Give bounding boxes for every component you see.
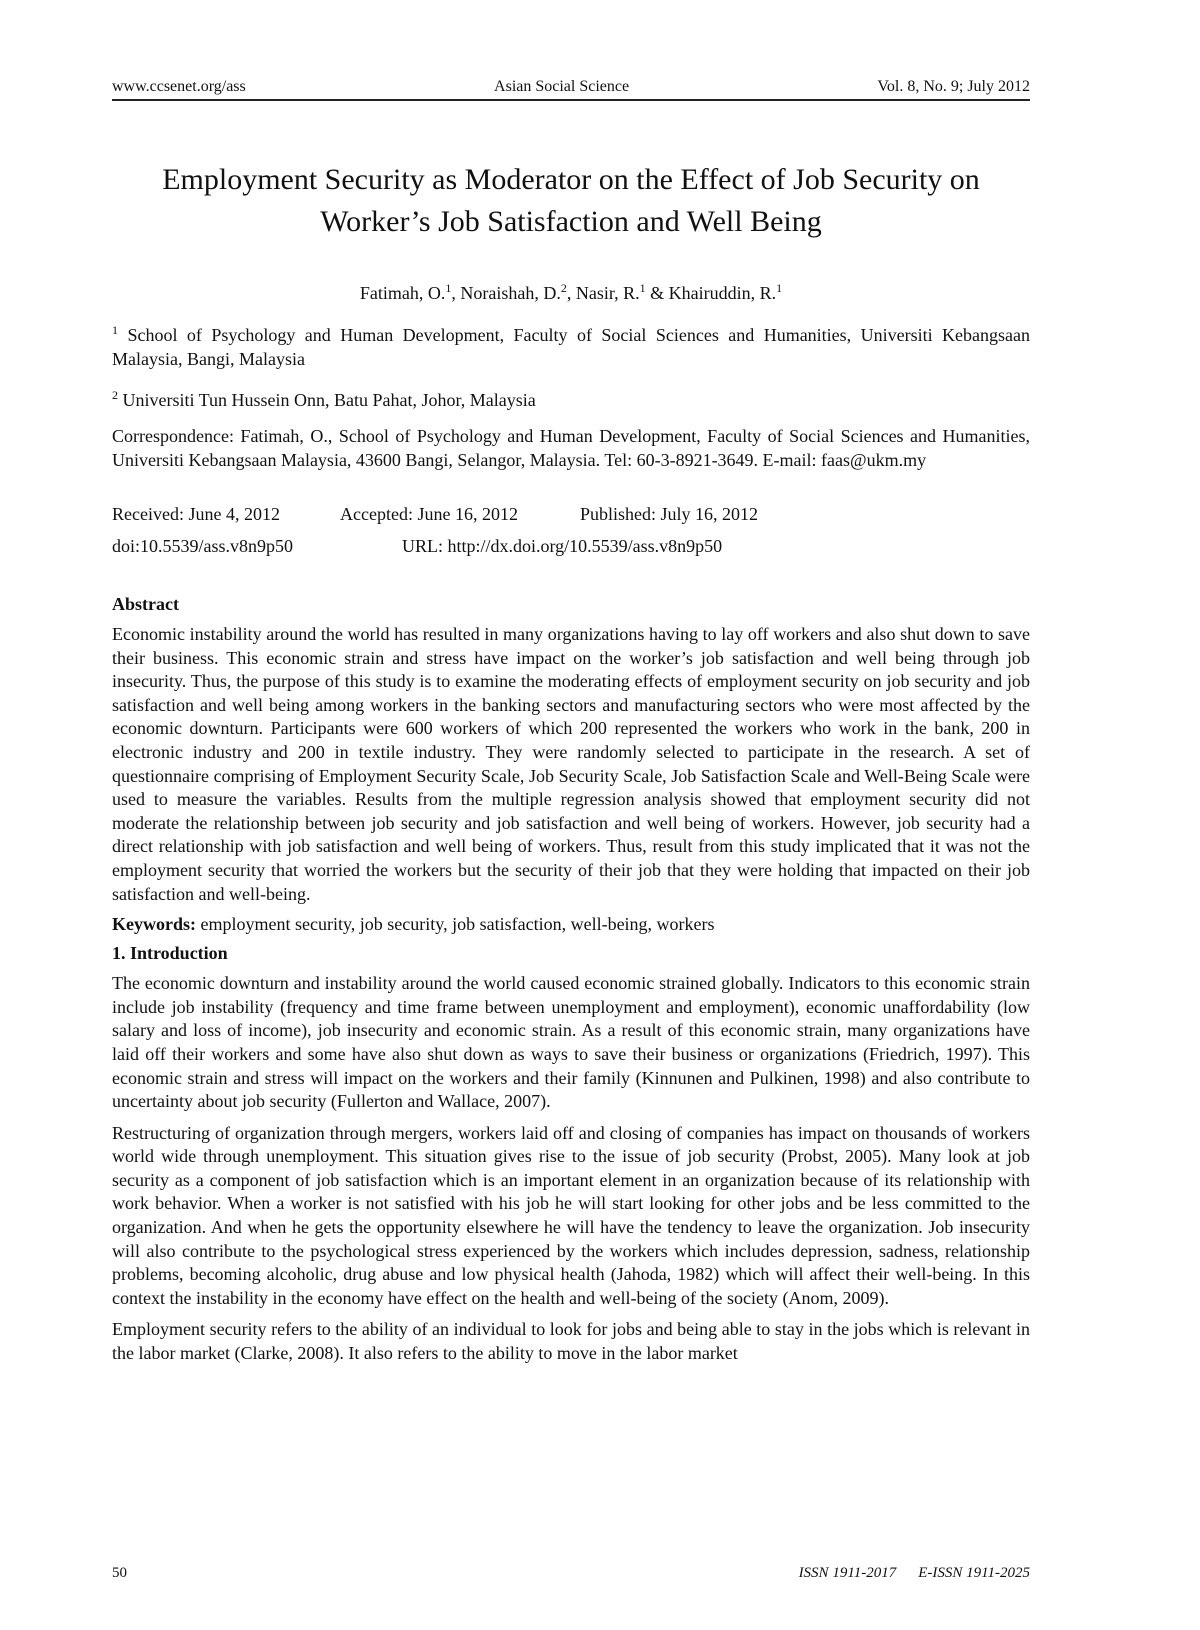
running-header xyxy=(112,78,1030,101)
received-date: Received: June 4, 2012 xyxy=(112,504,280,524)
doi: doi:10.5539/ass.v8n9p50 xyxy=(112,536,294,556)
abstract-heading: Abstract xyxy=(112,594,179,614)
page-footer xyxy=(112,1565,1030,1582)
author-separator: , xyxy=(451,283,461,303)
doi-url[interactable]: URL: http://dx.doi.org/10.5539/ass.v8n9p50 xyxy=(402,536,723,556)
issn-info xyxy=(799,1565,1030,1582)
affiliation-1 xyxy=(112,318,1030,371)
author-separator: & xyxy=(645,283,669,303)
author-separator: , xyxy=(566,283,576,303)
author-name: Nasir, R. xyxy=(575,283,640,303)
author-name: Noraishah, D. xyxy=(460,283,561,303)
page-number: 50 xyxy=(112,1565,127,1581)
author-name: Khairuddin, R. xyxy=(668,283,777,303)
eissn: E-ISSN 1911-2025 xyxy=(918,1565,1030,1581)
title-line-1: Employment Security as Moderator on the Effect of Job Security on xyxy=(162,163,980,196)
affiliation-2 xyxy=(112,383,1030,412)
keywords-label: Keywords: xyxy=(112,914,196,935)
doi-line xyxy=(112,536,1030,560)
affiliation-text: School of Psychology and Human Development, Faculty of Social Sciences and Humanities, Universiti Kebangsaan Malaysia, Bangi, Malaysia xyxy=(112,325,1031,369)
accepted-date: Accepted: June 16, 2012 xyxy=(340,504,518,524)
author-affiliation-mark: 1 xyxy=(445,281,452,295)
paragraph: Restructuring of organization through mergers, workers laid off and closing of companies has impact on thousands of workers world wide through unemployment. This situation gives rise to the issue of job security (Probst, 2005). Many look at job security as a component of job satisfaction which is an important element in an organization because of its relationship with work behavior. When a worker is not satisfied with his job he will start looking for other jobs and be less committed to the organization. And when he gets the opportunity elsewhere he will have the tendency to leave the organization. Job insecurity will also contribute to the psychological stress experienced by the workers which includes depression, sadness, relationship problems, becoming alcoholic, drug abuse and low physical health (Jahoda, 1982) which will affect their well-being. In this context the instability in the economy have effect on the health and well-being of the society (Anom, 2009). xyxy=(112,1122,1030,1308)
affiliation-number: 1 xyxy=(112,323,118,337)
author-affiliation-mark: 2 xyxy=(560,281,567,295)
affiliation-text: Universiti Tun Hussein Onn, Batu Pahat, Johor, Malaysia xyxy=(122,390,536,410)
title-line-2: Worker’s Job Satisfaction and Well Being xyxy=(320,205,822,238)
volume-info: Vol. 8, No. 9; July 2012 xyxy=(877,78,1030,95)
paragraph: Employment security refers to the ability of an individual to look for jobs and being able to stay in the jobs which is relevant in the labor market (Clarke, 2008). It also refers to the ability to move in the labor market xyxy=(112,1319,1030,1364)
author-name: Fatimah, O. xyxy=(359,283,446,303)
correspondence: Correspondence: Fatimah, O., School of Psychology and Human Development, Faculty of Social Sciences and Humanities, Universiti Kebangsaan Malaysia, 43600 Bangi, Selangor, Malaysia. Tel: 60-3-8921-3649. E-mail: faas@ukm.my xyxy=(112,426,1030,470)
keywords-text: employment security, job security, job satisfaction, well-being, workers xyxy=(200,914,715,935)
keywords xyxy=(112,914,1030,935)
article-title xyxy=(112,159,1030,243)
article-page xyxy=(112,78,1030,1366)
author-affiliation-mark: 1 xyxy=(776,281,783,295)
issn: ISSN 1911-2017 xyxy=(798,1565,897,1581)
abstract-text: Economic instability around the world has resulted in many organizations having to lay off workers and also shut down to save their business. This economic strain and stress have impact on the worker’s job satisfaction and well being through job insecurity. Thus, the purpose of this study is to examine the moderating effects of employment security on job security and job satisfaction and well being among workers in the banking sectors and manufacturing sectors who were most affected by the economic downturn. Participants were 600 workers of which 200 represented the workers who work in the bank, 200 in electronic industry and 200 in textile industry. They were randomly selected to participate in the research. A set of questionnaire comprising of Employment Security Scale, Job Security Scale, Job Satisfaction Scale and Well-Being Scale were used to measure the variables. Results from the multiple regression analysis showed that employment security did not moderate the relationship between job security and job satisfaction and well being of workers. However, job security had a direct relationship with job satisfaction and well being of workers. Thus, result from this study implicated that it was not the employment security that worried the workers but the security of their job that they were holding that impacted on their job satisfaction and well-being. xyxy=(112,624,1030,904)
author-list xyxy=(112,281,1030,304)
author-affiliation-mark: 1 xyxy=(639,281,646,295)
publication-dates xyxy=(112,504,1030,528)
introduction-heading: 1. Introduction xyxy=(112,943,228,964)
journal-url[interactable]: www.ccsenet.org/ass xyxy=(112,78,246,95)
published-date: Published: July 16, 2012 xyxy=(580,504,759,524)
paragraph: The economic downturn and instability around the world caused economic strained globally. Indicators to this economic strain include job instability (frequency and time frame between unemployment and employment), economic unaffordability (low salary and loss of income), job insecurity and economic strain. As a result of this economic strain, many organizations have laid off their workers and some have also shut down as ways to save their business or organizations (Friedrich, 1997). This economic strain and stress will impact on the workers and their family (Kinnunen and Pulkinen, 1998) and also contribute to uncertainty about job security (Fullerton and Wallace, 2007). xyxy=(112,973,1030,1112)
affiliation-number: 2 xyxy=(112,388,118,402)
journal-name: Asian Social Science xyxy=(494,78,630,95)
